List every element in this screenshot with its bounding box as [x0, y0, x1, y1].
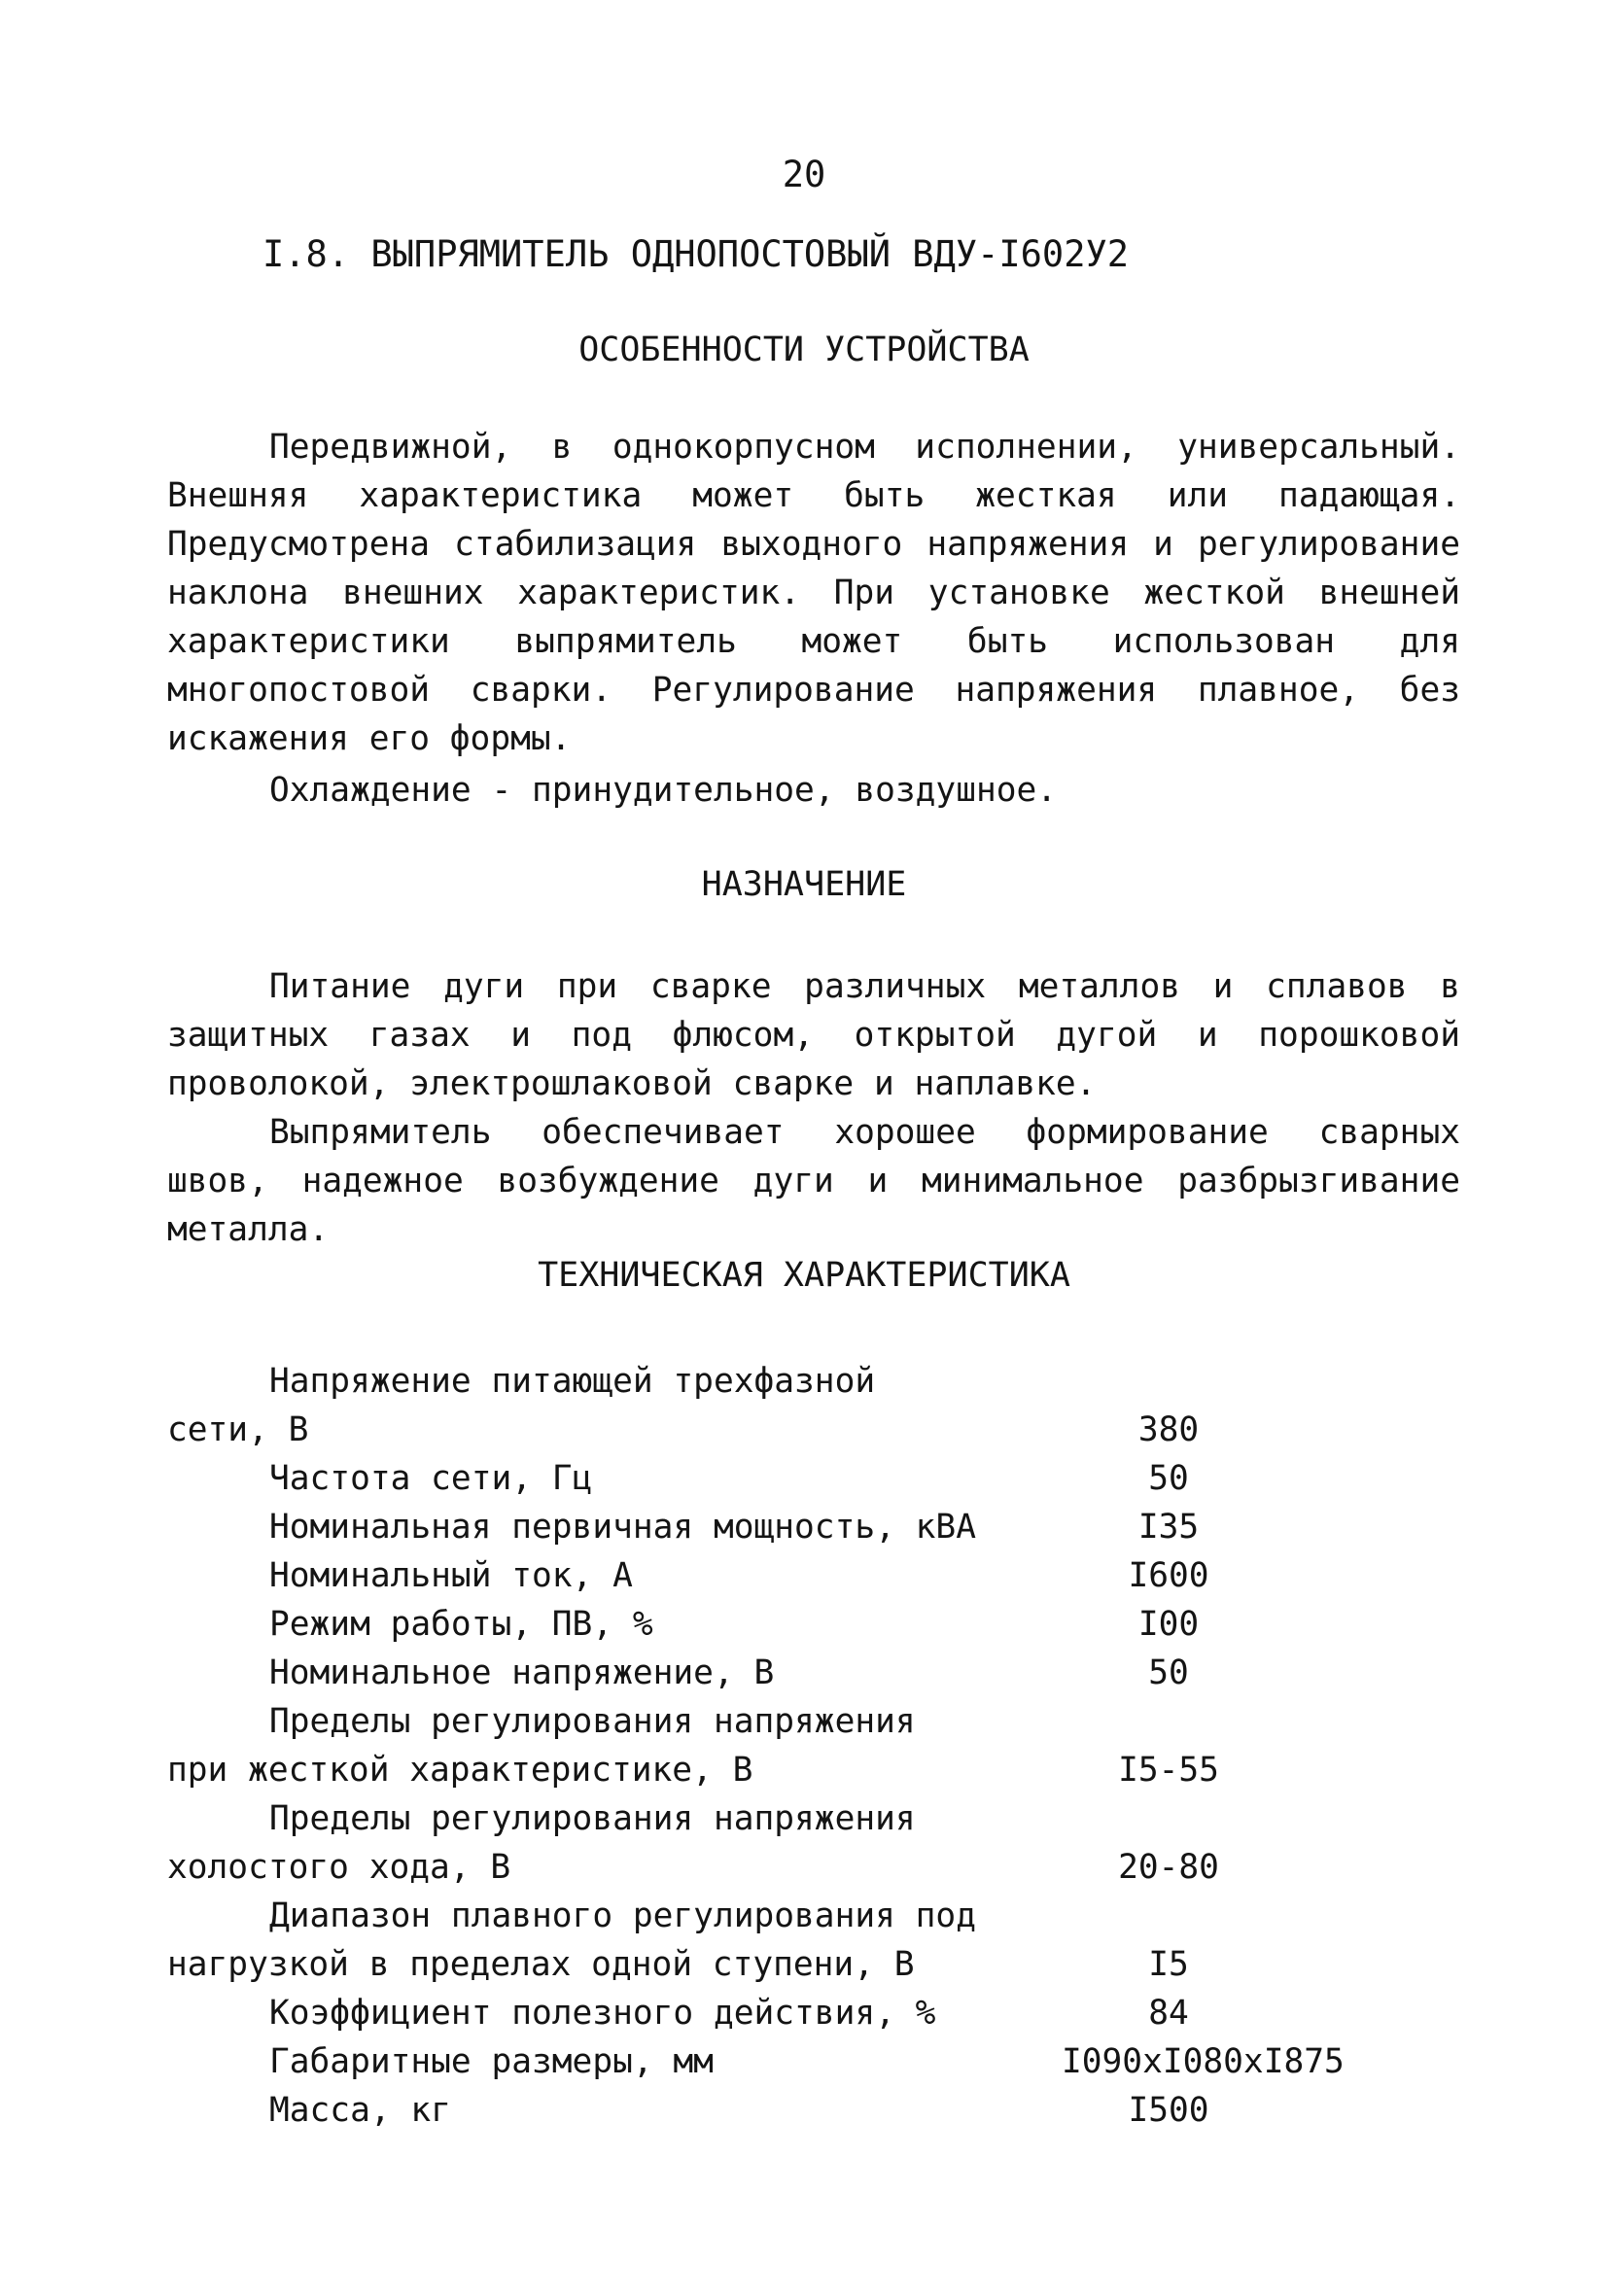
spec-value: 20-80 [1118, 1848, 1219, 1887]
features-heading: ОСОБЕННОСТИ УСТРОЙСТВА [578, 330, 1030, 369]
spec-value: I5 [1148, 1945, 1189, 1984]
spec-label: Номинальный ток, А [269, 1556, 633, 1595]
spec-row [167, 2086, 1334, 2135]
spec-label: Режим работы, ПВ, % [269, 1605, 653, 1644]
purpose-paragraph-2 [167, 1108, 1460, 1254]
spec-row [167, 1357, 1334, 1406]
spec-row [167, 1843, 1334, 1892]
spec-label: Габаритные размеры, мм [269, 2042, 714, 2081]
spec-label: Коэффициент полезного действия, % [269, 1994, 936, 2033]
spec-label: Номинальное напряжение, В [269, 1653, 775, 1692]
spec-row [167, 1697, 1334, 1746]
spec-label-cont: нагрузкой в пределах одной ступени, В [167, 1945, 915, 1984]
spec-label: Частота сети, Гц [269, 1459, 593, 1498]
spec-row [167, 2037, 1345, 2086]
spec-label: Диапазон плавного регулирования под [269, 1896, 976, 1935]
specs-heading: ТЕХНИЧЕСКАЯ ХАРАКТЕРИСТИКА [538, 1256, 1070, 1295]
spec-value: 50 [1148, 1653, 1189, 1692]
purpose-paragraph-1 [167, 962, 1460, 1108]
features-paragraph-2 [167, 766, 1460, 815]
spec-value: 50 [1148, 1459, 1189, 1498]
features-paragraph-2-text: Охлаждение - принудительное, воздушное. [269, 771, 1058, 810]
features-paragraph-1 [167, 423, 1460, 763]
spec-row [167, 1940, 1334, 1989]
purpose-paragraph-1-text: Питание дуги при сварке различных металлов и сплавов в защитных газах и под флюсом, открытой дугой и порошковой проволокой, электрошлаковой сварке и наплавке. [167, 967, 1460, 1103]
specs-table [167, 1357, 1345, 2135]
page-number: 20 [782, 154, 826, 195]
spec-row [167, 1794, 1334, 1843]
spec-label: Пределы регулирования напряжения [269, 1702, 916, 1741]
spec-row [167, 1454, 1334, 1503]
spec-label: Масса, кг [269, 2091, 451, 2130]
spec-label: Пределы регулирования напряжения [269, 1799, 916, 1838]
spec-value: I35 [1137, 1508, 1200, 1547]
spec-value: 380 [1137, 1410, 1200, 1449]
section-title: I.8. ВЫПРЯМИТЕЛЬ ОДНОПОСТОВЫЙ ВДУ-I602У2 [262, 233, 1130, 275]
purpose-heading: НАЗНАЧЕНИЕ [701, 865, 907, 904]
spec-row [167, 1406, 1334, 1454]
spec-value: I600 [1128, 1556, 1209, 1595]
spec-label: Номинальная первичная мощность, кВА [269, 1508, 976, 1547]
spec-value: I090xI080xI875 [1062, 2042, 1345, 2081]
purpose-paragraph-2-text: Выпрямитель обеспечивает хорошее формирование сварных швов, надежное возбуждение дуги и минимальное разбрызгивание металла. [167, 1113, 1460, 1249]
spec-label: Напряжение питающей трехфазной [269, 1362, 876, 1401]
spec-label-cont: холостого хода, В [167, 1848, 511, 1887]
spec-value: I500 [1128, 2091, 1209, 2130]
spec-row [167, 1649, 1334, 1697]
spec-row [167, 1600, 1334, 1649]
spec-value: I00 [1137, 1605, 1200, 1644]
spec-row [167, 1503, 1334, 1551]
spec-value: 84 [1148, 1994, 1189, 2033]
features-paragraph-1-text: Передвижной, в однокорпусном исполнении, универсальный. Внешняя характеристика может быть жесткая или падающая. Предусмотрена стабилизация выходного напряжения и регулирование наклона внешних характеристик. При установке жесткой внешней характеристики выпрямитель может быть использован для многопостовой сварки. Регулирование напряжения плавное, без искажения его формы. [167, 428, 1460, 758]
spec-label-cont: при жесткой характеристике, В [167, 1751, 753, 1790]
spec-row [167, 1551, 1334, 1600]
spec-row [167, 1892, 1334, 1940]
spec-row [167, 1989, 1334, 2037]
spec-value: I5-55 [1118, 1751, 1219, 1790]
spec-label-cont: сети, В [167, 1410, 309, 1449]
spec-row [167, 1746, 1334, 1794]
